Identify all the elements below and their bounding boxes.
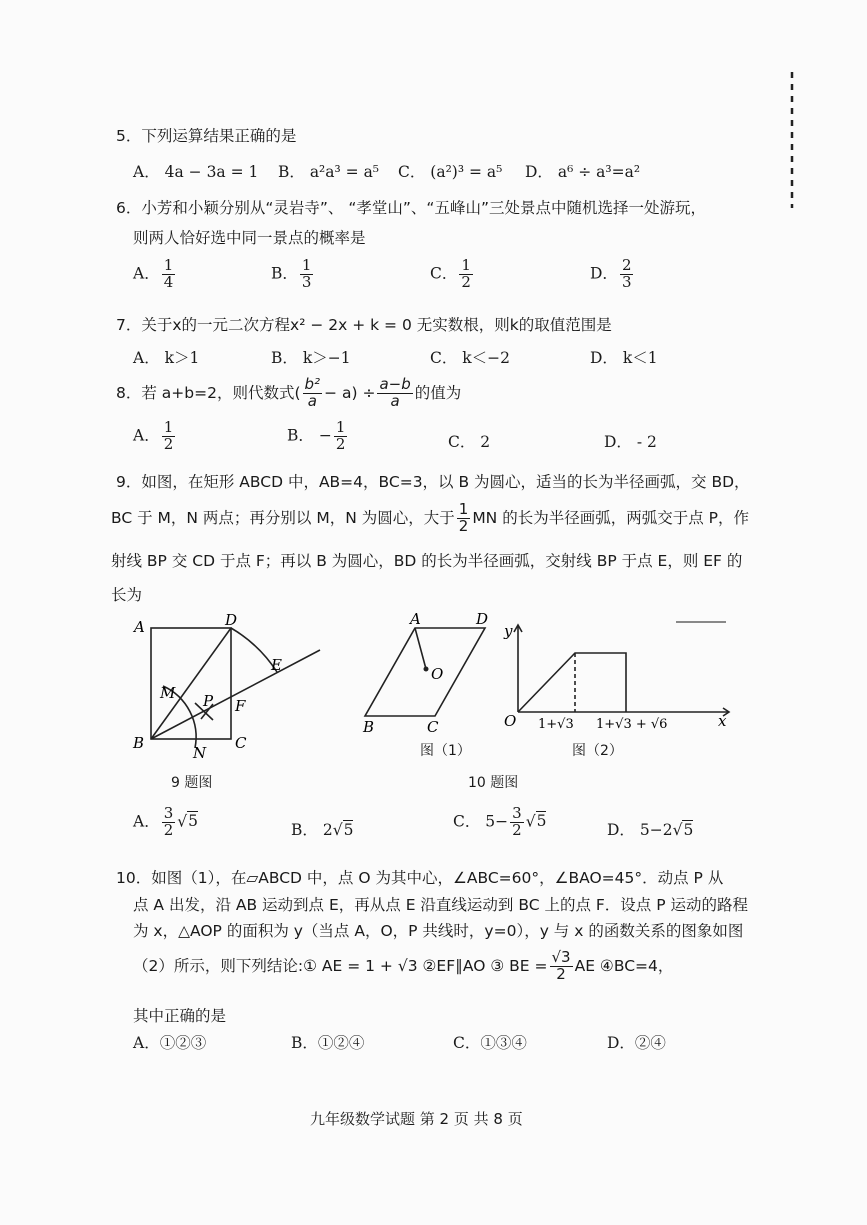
point-o [424,667,429,672]
figure-10-1-caption: 图（1） [420,743,471,759]
q5-stem: 5．下列运算结果正确的是 [116,127,297,145]
q6-stem-line2: 则两人恰好选中同一景点的概率是 [133,229,366,247]
label-b: B [363,718,375,733]
tick-2: 1+√3 + √6 [596,717,668,732]
figure-10-2 [498,612,738,742]
tick-1: 1+√3 [538,717,574,732]
label-d: D [225,611,238,629]
label-n: N [193,744,207,762]
label-o: O [431,665,444,683]
q7-stem: 7．关于x的一元二次方程x² − 2x + k = 0 无实数根，则k的取值范围是 [116,316,612,334]
q9-line3: 射线 BP 交 CD 于点 F；再以 B 为圆心，BD 的长为半径画弧，交射线 BP 于点 E，则 EF 的 [111,552,743,570]
label-origin: O [504,712,517,730]
label-d: D [476,610,489,628]
label-a: A [410,610,421,628]
q6-option-d: D． $\frac{2}{3}$ [590,256,632,291]
q8-stem: 8．若 a+b=2，则代数式( $\frac{\text{b²}}{a}$ − a) ÷ $\frac{a-b}{a}$ 的值为 [116,375,462,410]
q9-option-b: B． 2√5 [291,821,354,839]
q10-option-a: A．①②③ [133,1034,207,1052]
q10-line4: （2）所示，则下列结论:① AE = 1 + √3 ②EF∥AO ③ BE = $\frac{√3}{2}$ AE ④BC=4， [133,948,674,983]
label-x: x [718,712,727,730]
label-c: C [427,718,439,733]
q9-line4: 长为 [111,586,143,604]
q6-option-a: A． $\frac{1}{4}$ [133,256,174,291]
q5-option-d: D． a⁶ ÷ a³=a² [525,163,641,181]
q10-line3: 为 x，△AOP 的面积为 y（当点 A，O，P 共线时，y=0），y 与 x 的函数关系的图象如图 [133,922,744,940]
q8-option-b: B． − $\frac{1}{2}$ [287,418,346,453]
q7-option-b: B． k＞−1 [271,349,351,367]
segment-ao [415,628,426,669]
q9-option-c: C． 5− $\frac{3}{2}$ √5 [453,804,547,839]
q9-line2: BC 于 M，N 两点；再分别以 M，N 为圆心，大于 $\frac{1}{2}$ MN 的长为半径画弧，两弧交于点 P，作 [111,500,749,535]
q9-option-d: D． 5−2√5 [607,821,694,839]
label-y: y [504,622,513,640]
label-a: A [134,618,145,636]
q6-option-b: B． $\frac{1}{3}$ [271,256,312,291]
q9-line1: 9．如图，在矩形 ABCD 中，AB=4，BC=3，以 B 为圆心，适当的长为半径画弧，交 BD， [116,473,750,491]
label-c: C [235,734,247,752]
q7-option-d: D． k＜1 [590,349,658,367]
page-footer: 九年级数学试题 第 2 页 共 8 页 [310,1110,523,1128]
q8-option-c: C． 2 [448,433,491,451]
figure-9 [125,608,330,770]
q5-option-a: A． 4a − 3a = 1 [133,163,259,181]
q5-option-c: C． (a²)³ = a⁵ [398,163,503,181]
q10-line2: 点 A 出发，沿 AB 运动到点 E，再从点 E 沿直线运动到 BC 上的点 F．设点 P 运动的路程 [133,896,748,914]
q10-line5: 其中正确的是 [133,1007,227,1025]
q10-option-b: B．①②④ [291,1034,365,1052]
q10-line1: 10．如图（1），在▱ABCD 中，点 O 为其中心，∠ABC=60°，∠BAO=45°．动点 P 从 [116,869,724,887]
label-f: F [235,697,246,715]
q7-option-c: C． k＜−2 [430,349,511,367]
label-p: P [203,692,214,710]
label-e: E [271,656,282,674]
q6-option-c: C． $\frac{1}{2}$ [430,256,471,291]
figure-9-caption: 9 题图 [171,775,213,791]
label-m: M [160,684,176,702]
q10-option-c: C．①③④ [453,1034,527,1052]
figure-10-2-caption: 图（2） [572,743,623,759]
q8-option-d: D． - 2 [604,433,657,451]
figure-10-1 [355,608,500,733]
binding-dashed-line [786,70,798,210]
q9-option-a: A． $\frac{3}{2}$ √5 [133,804,199,839]
q5-option-b: B． a²a³ = a⁵ [278,163,380,181]
q7-option-a: A． k＞1 [133,349,200,367]
q10-option-d: D．②④ [607,1034,666,1052]
parallelogram-abcd [365,628,485,716]
q8-option-a: A． $\frac{1}{2}$ [133,418,174,453]
label-b: B [133,734,145,752]
q6-stem-line1: 6．小芳和小颖分别从“灵岩寺”、 “孝堂山”、“五峰山”三处景点中随机选择一处游玩， [116,199,706,217]
function-graph [518,653,626,712]
figure-10-caption: 10 题图 [468,775,519,791]
